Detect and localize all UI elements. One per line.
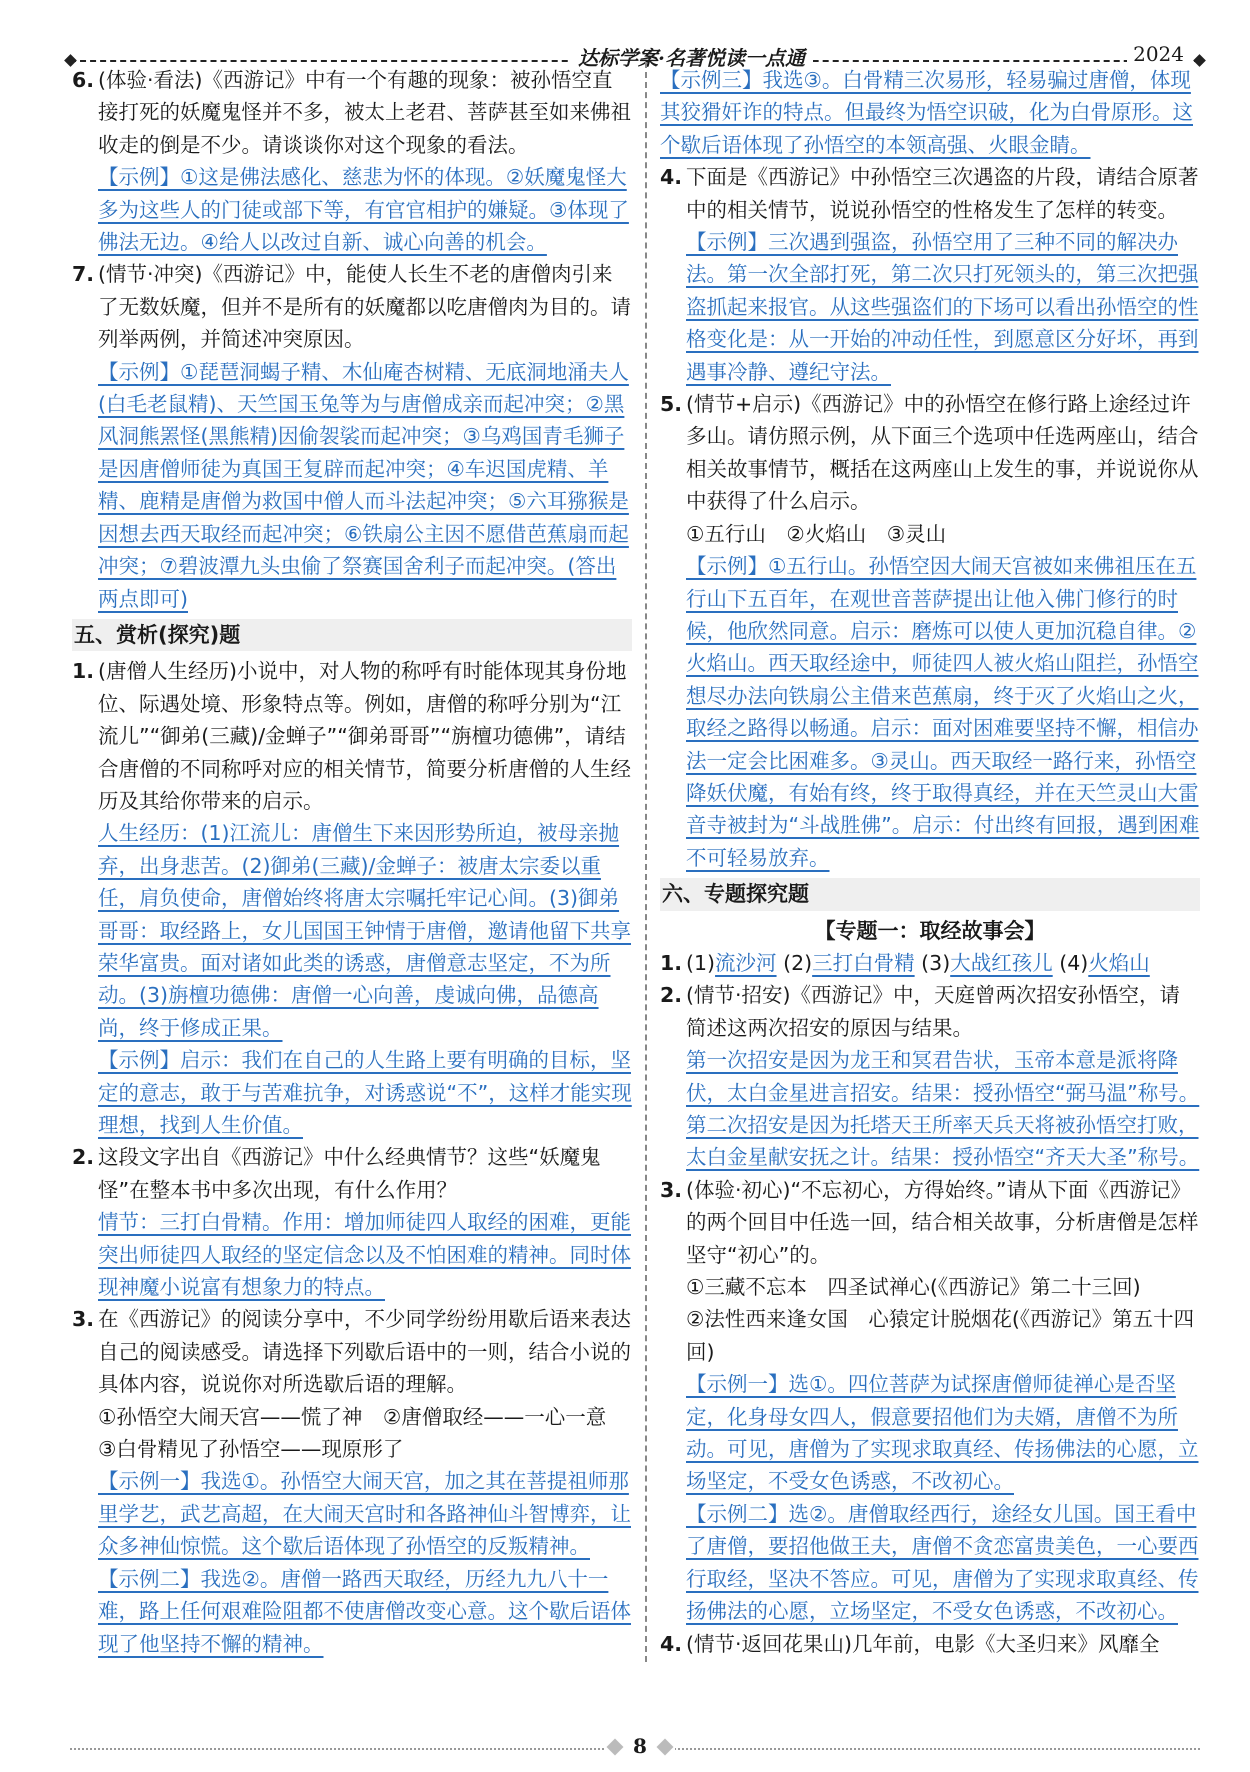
question-text: (唐僧人生经历)小说中，对人物的称呼有时能体现其身份地位、际遇处境、形象特点等。例如，唐僧的称呼分别为“江流儿”“御弟(三藏)/金蝉子”“御弟哥哥”“旃檀功德佛”，请结合唐僧的不同称呼对应的相关情节，简要分析唐僧的人生经历及其给你带来的启示。 [98, 659, 631, 813]
page-footer [70, 1734, 1200, 1758]
question-6 [72, 64, 632, 258]
book-title: 达标学案·名著悦读一点通 [570, 42, 813, 71]
answer-example-3: 【示例三】我选③。白骨精三次易形，轻易骗过唐僧，体现其狡猾奸诈的特点。但最终为悟空识破，化为白骨原形。这个歇后语体现了孙悟空的本领高强、火眼金睛。 [660, 68, 1193, 157]
blank-1-answer: 流沙河 [715, 950, 777, 975]
topic-question-1 [660, 947, 1200, 979]
question-number: 2. [72, 1145, 95, 1170]
right-column [660, 64, 1200, 1660]
answer: 【示例】①五行山。孙悟空因大闹天宫被如来佛祖压在五行山下五百年，在观世音菩萨提出让他入佛门修行的时候，他欣然同意。启示：磨炼可以使人更加沉稳自律。②火焰山。西天取经途中，师徒四人被火焰山阻拦，孙悟空想尽办法向铁扇公主借来芭蕉扇，终于灭了火焰山之火，取经之路得以畅通。启示：面对困难要坚持不懈，相信办法一定会比困难多。③灵山。西天取经一路行来，孙悟空降妖伏魔，有始有终，终于取得真经，并在天竺灵山大雷音寺被封为“斗战胜佛”。启示：付出终有回报，遇到困难不可轻易放弃。 [686, 554, 1200, 870]
answer: 【示例】①琵琶洞蝎子精、木仙庵杏树精、无底洞地涌夫人(白毛老鼠精)、天竺国玉兔等为与唐僧成亲而起冲突；②黑风洞熊罴怪(黑熊精)因偷袈裟而起冲突；③乌鸡国青毛狮子是因唐僧师徒为真国王复辟而起冲突；④车迟国虎精、羊精、鹿精是唐僧为救国中僧人而斗法起冲突；⑤六耳猕猴是因想去西天取经而起冲突；⑥铁扇公主因不愿借芭蕉扇而起冲突；⑦碧波潭九头虫偷了祭赛国舍利子而起冲突。(答出两点即可) [98, 359, 629, 611]
question-text: 在《西游记》的阅读分享中，不少同学纷纷用歇后语来表达自己的阅读感受。请选择下列歇后语中的一则，结合小说的具体内容，说说你对所选歇后语的理解。 [98, 1307, 631, 1397]
options: ①三藏不忘本 四圣试禅心(《西游记》第二十三回) ②法性西来逢女国 心猿定计脱烟花(《西游记》第五十四回) [686, 1275, 1195, 1364]
answer-example-1: 【示例一】我选①。孙悟空大闹天宫，加之其在菩提祖师那里学艺，武艺高超，在大闹天宫时和各路神仙斗智博弈，让众多神仙惊慌。这个歇后语体现了孙悟空的反叛精神。 [98, 1469, 631, 1559]
question-number: 3. [660, 1177, 683, 1202]
answer-example-2: 【示例二】选②。唐僧取经西行，途经女儿国。国王看中了唐僧，要招他做王夫，唐僧不贪恋富贵美色，一心要西行取经，坚决不答应。可见，唐僧为了实现求取真经、传扬佛法的心愿，立场坚定，不受女色诱惑，不改初心。 [686, 1501, 1199, 1624]
answer: 【示例】①这是佛法感化、慈悲为怀的体现。②妖魔鬼怪大多为这些人的门徒或部下等，有官官相护的嫌疑。③体现了佛法无边。④给人以改过自新、诚心向善的机会。 [98, 165, 629, 255]
topic-question-2 [660, 979, 1200, 1173]
question-text: (情节·返回花果山)几年前，电影《大圣归来》风靡全 [686, 1631, 1160, 1656]
blank-2-answer: 三打白骨精 [812, 950, 915, 975]
options: ①五行山 ②火焰山 ③灵山 [686, 521, 947, 546]
question-number: 4. [660, 1631, 683, 1656]
s5-question-2 [72, 1141, 632, 1303]
question-number: 2. [660, 983, 683, 1008]
question-5 [660, 388, 1200, 874]
question-number: 1. [72, 659, 95, 684]
section-heading-6: 六、专题探究题 [660, 878, 1200, 910]
question-text: (情节·冲突)《西游记》中，能使人长生不老的唐僧肉引来了无数妖魔，但并不是所有的妖魔都以吃唐僧肉为目的。请列举两例，并简述冲突原因。 [98, 262, 631, 352]
s5-question-1 [72, 655, 632, 1141]
question-7 [72, 258, 632, 614]
answer: 人生经历：(1)江流儿：唐僧生下来因形势所迫，被母亲抛弃，出身悲苦。(2)御弟(三藏)/金蝉子：被唐太宗委以重任，肩负使命，唐僧始终将唐太宗嘱托牢记心间。(3)御弟哥哥：取经路上，女儿国国王钟情于唐僧，邀请他留下共享荣华富贵。面对诸如此类的诱惑，唐僧意志坚定，不为所动。(3)旃檀功德佛：唐僧一心向善，虔诚向佛，品德高尚，终于修成正果。 [98, 821, 631, 1040]
left-column [72, 64, 632, 1660]
question-text: (体验·看法)《西游记》中有一个有趣的现象：被孙悟空直接打死的妖魔鬼怪并不多，被太上老君、菩萨甚至如来佛祖收走的倒是不少。请谈谈你对这个现象的看法。 [98, 68, 631, 157]
answer-example: 【示例】启示：我们在自己的人生路上要有明确的目标，坚定的意志，敢于与苦难抗争，对诱惑说“不”，这样才能实现理想，找到人生价值。 [98, 1048, 632, 1137]
section-heading-5: 五、赏析(探究)题 [72, 619, 632, 651]
question-text: (情节·招安)《西游记》中，天庭曾两次招安孙悟空，请简述这两次招安的原因与结果。 [686, 983, 1181, 1040]
question-text: (体验·初心)“不忘初心，方得始终。”请从下面《西游记》的两个回目中任选一回，结合相关故事，分析唐僧是怎样坚守“初心”的。 [686, 1177, 1199, 1267]
blank-3-label: (3) [921, 950, 951, 975]
question-number: 6. [72, 68, 95, 92]
topic-question-4 [660, 1628, 1200, 1660]
question-number: 7. [72, 262, 95, 287]
question-number: 1. [660, 950, 683, 975]
question-4 [660, 161, 1200, 388]
answer: 情节：三打白骨精。作用：增加师徒四人取经的困难，更能突出师徒四人取经的坚定信念以及不怕困难的精神。同时体现神魔小说富有想象力的特点。 [98, 1210, 631, 1300]
answer-example-1: 【示例一】选①。四位菩萨为试探唐僧师徒禅心是否坚定，化身母女四人，假意要招他们为夫婿，唐僧不为所动。可见，唐僧为了实现求取真经、传扬佛法的心愿，立场坚定，不受女色诱惑，不改初心。 [686, 1372, 1199, 1494]
blank-1-label: (1) [686, 950, 716, 975]
answer: 第一次招安是因为龙王和冥君告状，玉帝本意是派将降伏，太白金星进言招安。结果：授孙悟空“弼马温”称号。第二次招安是因为托塔天王所率天兵天将被孙悟空打败，太白金星献安抚之计。结果：授孙悟空“齐天大圣”称号。 [686, 1048, 1200, 1170]
question-number: 4. [660, 165, 683, 190]
question-text: 这段文字出自《西游记》中什么经典情节？这些“妖魔鬼怪”在整本书中多次出现，有什么作用？ [98, 1145, 601, 1202]
answer: 【示例】三次遇到强盗，孙悟空用了三种不同的解决办法。第一次全部打死，第二次只打死领头的，第三次把强盗抓起来报官。从这些强盗们的下场可以看出孙悟空的性格变化是：从一开始的冲动任性，到愿意区分好坏，再到遇事冷静、遵纪守法。 [686, 230, 1199, 384]
topic-question-3 [660, 1174, 1200, 1628]
blank-4-answer: 火焰山 [1088, 950, 1150, 975]
question-text: (情节+启示)《西游记》中的孙悟空在修行路上途经过许多山。请仿照示例，从下面三个选项中任选两座山，结合相关故事情节，概括在这两座山上发生的事，并说说你从中获得了什么启示。 [686, 392, 1199, 514]
column-separator [645, 62, 647, 1662]
question-number: 3. [72, 1307, 95, 1332]
book-year: 2024 [1127, 42, 1190, 66]
blank-4-label: (4) [1059, 950, 1089, 975]
blank-3-answer: 大战红孩儿 [950, 950, 1053, 975]
blank-2-label: (2) [783, 950, 813, 975]
options: ①孙悟空大闹天宫——慌了神 ②唐僧取经——一心一意 ③白骨精见了孙悟空——现原形了 [98, 1404, 627, 1462]
s5-question-3 [72, 1303, 632, 1659]
topic-heading: 【专题一：取经故事会】 [814, 918, 1046, 943]
question-number: 5. [660, 392, 683, 417]
question-text: 下面是《西游记》中孙悟空三次遇盗的片段，请结合原著中的相关情节，说说孙悟空的性格发生了怎样的转变。 [686, 165, 1199, 222]
answer-example-2: 【示例二】我选②。唐僧一路西天取经，历经九九八十一难，路上任何艰难险阻都不使唐僧改变心意。这个歇后语体现了他坚持不懈的精神。 [98, 1566, 631, 1656]
page-number: 8 [605, 1734, 675, 1760]
